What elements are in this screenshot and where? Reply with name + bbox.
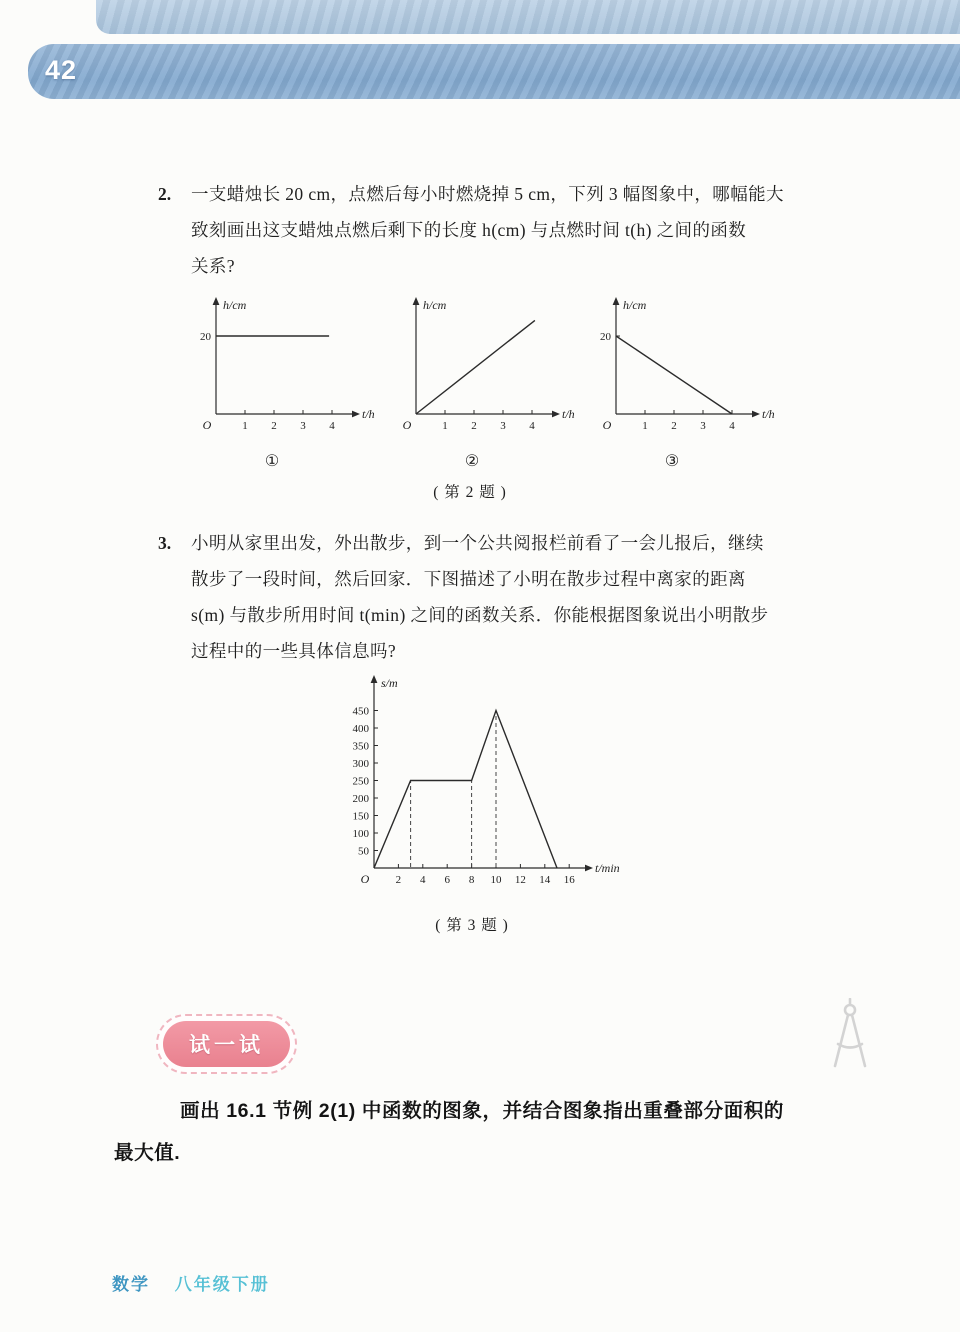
problem-3-line-3: s(m) 与散步所用时间 t(min) 之间的函数关系．你能根据图象说出小明散步 <box>191 605 769 625</box>
x-tick-label: 1 <box>642 420 648 432</box>
chart-candle-increasing <box>390 292 590 471</box>
figure-problem-2 <box>190 292 790 471</box>
x-tick-label: 2 <box>671 420 677 432</box>
y-tick-label: 300 <box>352 758 369 770</box>
origin-label: O <box>202 418 212 432</box>
page-number: 42 <box>45 55 78 85</box>
y-axis-arrow <box>213 297 220 305</box>
origin-label: O <box>402 418 412 432</box>
x-tick-label: 3 <box>500 420 506 432</box>
problem-2-line-1: 一支蜡烛长 20 cm，点燃后每小时燃烧掉 5 cm，下列 3 幅图象中，哪幅能大 <box>191 184 784 204</box>
x-tick-label: 3 <box>300 420 306 432</box>
y-axis-arrow <box>371 675 378 683</box>
figure-problem-3 <box>316 672 648 935</box>
x-tick-label: 8 <box>468 874 475 886</box>
header-band <box>28 44 960 99</box>
x-axis-arrow <box>585 865 593 872</box>
y-tick-label: 200 <box>352 793 369 805</box>
x-tick-label: 16 <box>563 874 575 886</box>
problem-3-line-2: 散步了一段时间，然后回家．下图描述了小明在散步过程中离家的距离 <box>191 569 746 589</box>
footer-subject: 数学 <box>112 1275 150 1294</box>
compass-hinge <box>845 1005 855 1015</box>
y-axis-arrow <box>613 297 620 305</box>
origin-label: O <box>602 418 612 432</box>
x-axis-label: t/h <box>762 407 775 421</box>
figure-2-caption: ( 第 2 题 ) <box>433 484 507 501</box>
chart-candle-increasing-label: ② <box>464 453 480 470</box>
y-axis-label: h/cm <box>623 298 647 312</box>
y-tick-label: 150 <box>352 810 369 823</box>
try-it-label: 试一试 <box>163 1021 290 1067</box>
compass-icon <box>822 998 878 1080</box>
problem-2-line-3: 关系? <box>191 256 235 276</box>
problem-3-line-1: 小明从家里出发，外出散步，到一个公共阅报栏前看了一会儿报后，继续 <box>191 533 764 553</box>
x-tick-label: 10 <box>490 874 502 886</box>
y-tick-label: 250 <box>352 775 369 788</box>
chart-candle-constant <box>190 292 390 471</box>
problem-3-number: 3. <box>158 533 172 553</box>
y-tick-label: 50 <box>358 845 369 858</box>
data-line <box>416 320 535 414</box>
chart-walk-svg <box>316 672 648 904</box>
x-tick-label: 6 <box>444 874 450 886</box>
exercise-line-1: 画出 16.1 节例 2(1) 中函数的图象，并结合图象指出重叠部分面积的 <box>180 1100 785 1122</box>
y-tick-label: 400 <box>352 723 369 735</box>
x-axis-arrow <box>552 411 560 418</box>
x-tick-label: 1 <box>242 420 248 432</box>
x-axis-label: t/h <box>562 407 575 421</box>
y-tick-label: 20 <box>600 331 611 343</box>
try-it-badge <box>156 1014 297 1074</box>
x-tick-label: 3 <box>700 420 706 432</box>
x-axis-label: t/min <box>595 861 620 875</box>
problem-2-text <box>191 176 858 284</box>
problem-3-line-4: 过程中的一些具体信息吗? <box>191 641 397 661</box>
x-axis-arrow <box>352 411 360 418</box>
chart-candle-constant-label: ① <box>264 453 280 470</box>
x-tick-label: 4 <box>529 420 535 432</box>
y-tick-label: 450 <box>352 705 369 718</box>
header-top-strip <box>96 0 960 34</box>
chart-candle-decreasing-label: ③ <box>664 453 680 470</box>
origin-label: O <box>360 872 370 886</box>
chart-candle-constant-svg <box>190 292 390 444</box>
chart-candle-decreasing <box>590 292 790 471</box>
figure-3-caption: ( 第 3 题 ) <box>435 917 509 934</box>
problem-3-text <box>191 525 858 669</box>
x-tick-label: 2 <box>271 420 277 432</box>
x-axis-label: t/h <box>362 407 375 421</box>
chart-candle-decreasing-svg <box>590 292 790 444</box>
y-tick-label: 100 <box>352 828 369 840</box>
problem-3 <box>158 525 858 669</box>
footer-grade: 八年级下册 <box>174 1275 270 1294</box>
x-tick-label: 4 <box>329 420 335 432</box>
y-axis-arrow <box>413 297 420 305</box>
compass-leg-left <box>835 1015 848 1066</box>
x-tick-label: 12 <box>514 874 526 886</box>
x-tick-label: 2 <box>471 420 477 432</box>
footer <box>112 1270 270 1295</box>
problem-2-number: 2. <box>158 184 172 204</box>
y-axis-label: h/cm <box>223 298 247 312</box>
y-tick-label: 20 <box>200 331 211 343</box>
problem-2 <box>158 176 858 284</box>
data-line <box>616 336 732 414</box>
y-tick-label: 350 <box>352 740 369 753</box>
x-tick-label: 4 <box>729 420 735 432</box>
compass-crossbar <box>838 1044 862 1048</box>
y-axis-label: h/cm <box>423 298 447 312</box>
exercise-text <box>114 1090 894 1174</box>
compass-leg-right <box>852 1015 865 1066</box>
chart-candle-increasing-svg <box>390 292 590 444</box>
x-axis-arrow <box>752 411 760 418</box>
data-line <box>374 711 557 869</box>
exercise-line-2: 最大值. <box>114 1142 181 1164</box>
x-tick-label: 14 <box>539 874 551 886</box>
y-axis-label: s/m <box>381 676 398 690</box>
problem-2-line-2: 致刻画出这支蜡烛点燃后剩下的长度 h(cm) 与点燃时间 t(h) 之间的函数 <box>191 220 747 240</box>
x-tick-label: 2 <box>395 874 402 886</box>
x-tick-label: 1 <box>442 420 448 432</box>
x-tick-label: 4 <box>420 874 426 886</box>
